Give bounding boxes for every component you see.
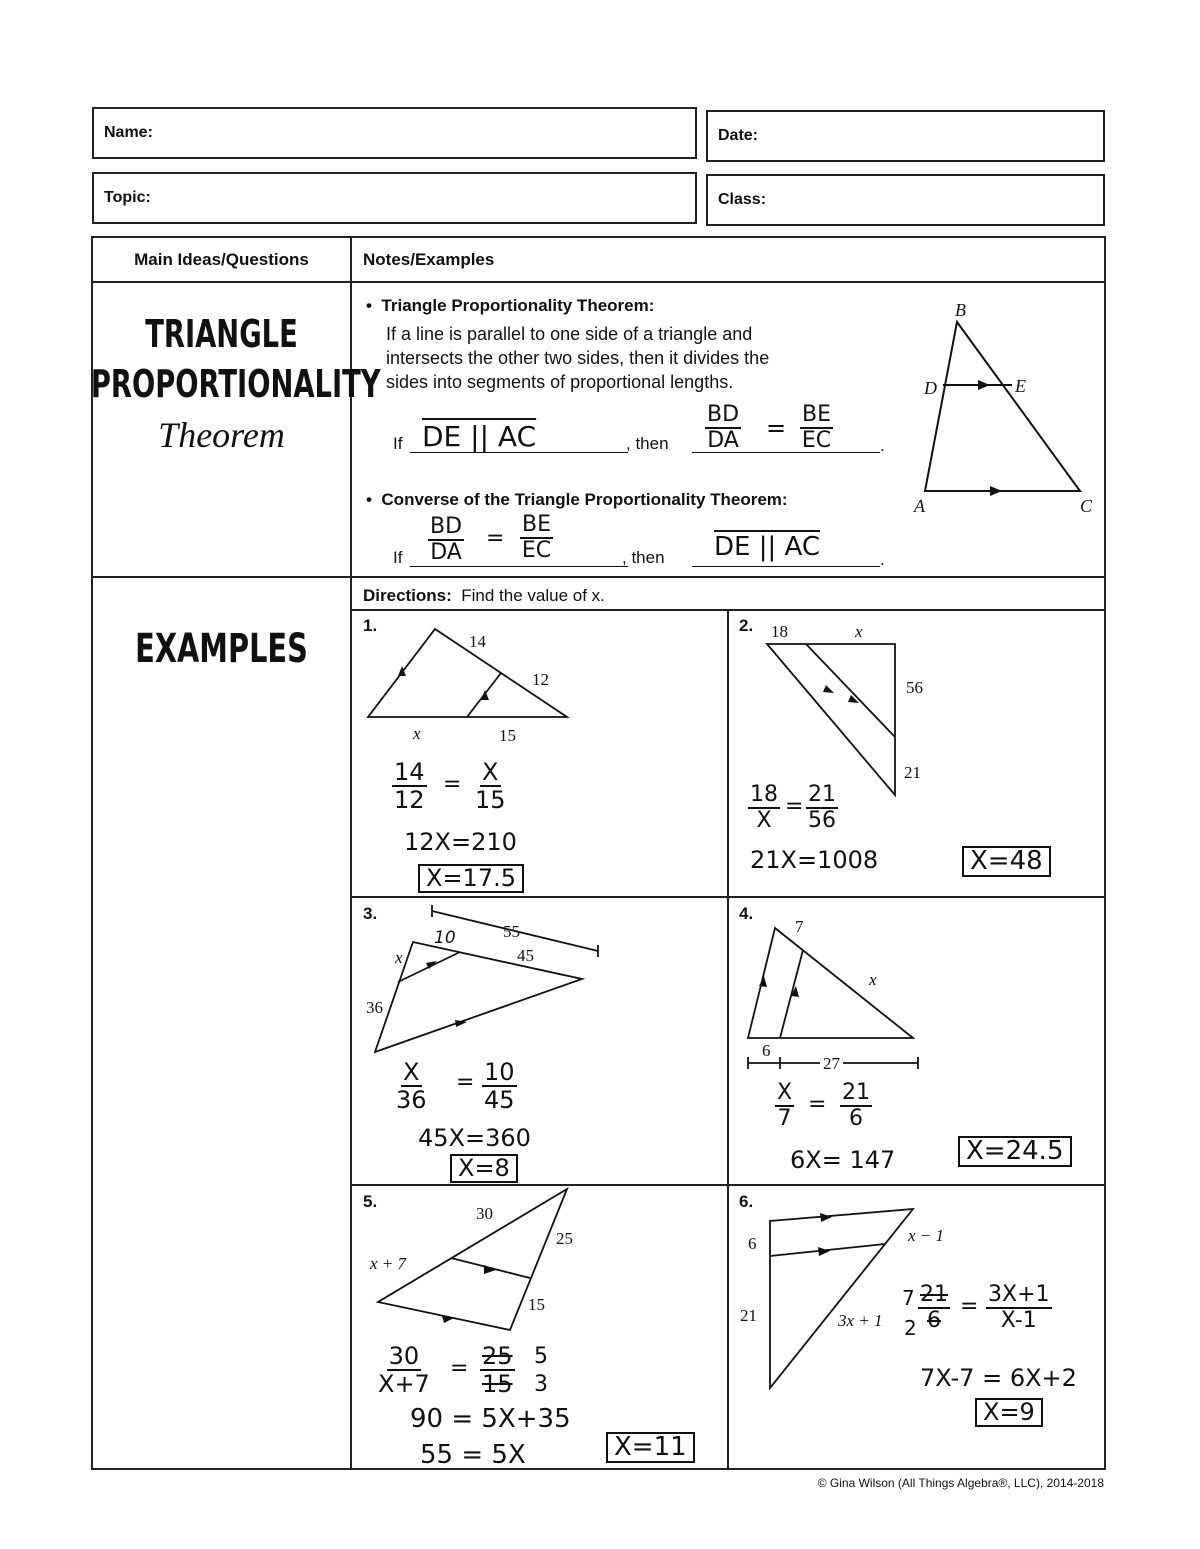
if-label-2: If bbox=[393, 548, 403, 567]
then-label-2: , then bbox=[622, 548, 665, 567]
ex6-work-frac-right: $\frac{3X+1}{X-1}$ bbox=[988, 1282, 1050, 1333]
ex1-label-x: x bbox=[413, 724, 421, 743]
ex1-answer: X=17.5 bbox=[418, 864, 524, 893]
if-2-fraction-left: $\frac{BD}{DA}$ bbox=[430, 514, 463, 565]
ex1-work-frac-right: $\frac{X}{15}$ bbox=[475, 758, 506, 814]
then-label-1: , then bbox=[626, 434, 669, 453]
ex6-label-3x1: 3x + 1 bbox=[838, 1311, 883, 1330]
bullet-1-title: • Triangle Proportionality Theorem: bbox=[366, 296, 655, 315]
if-2-fraction-right: $\frac{BE}{EC}$ bbox=[521, 512, 552, 563]
label-C: C bbox=[1080, 496, 1093, 516]
ex4-work-eq: = bbox=[808, 1092, 827, 1117]
ex5-answer: X=11 bbox=[606, 1432, 695, 1463]
ex2-work-eq: = bbox=[785, 794, 804, 819]
ex1-label-12: 12 bbox=[532, 670, 549, 689]
example-3-number: 3. bbox=[363, 904, 378, 923]
section-title-theorem-script: Theorem bbox=[158, 415, 285, 455]
ex3-work-frac-left: $\frac{X}{36}$ bbox=[396, 1058, 427, 1114]
label-D: D bbox=[924, 378, 937, 398]
ex6-work-frac-left: $\frac{21}{6}$ bbox=[920, 1282, 948, 1333]
ex2-label-18: 18 bbox=[771, 622, 788, 641]
ex3-work-eq: = bbox=[456, 1070, 475, 1095]
label-B: B bbox=[955, 300, 966, 320]
ex5-reduced-den: 3 bbox=[534, 1372, 548, 1397]
period-2: . bbox=[880, 550, 885, 569]
bullet-1-line-2: intersects the other two sides, then it divides the bbox=[386, 348, 770, 368]
ex6-work-eq: = bbox=[960, 1294, 979, 1319]
then-2-answer: DE || AC bbox=[714, 532, 820, 562]
class-label: Class: bbox=[718, 191, 767, 208]
if-1-answer: DE || AC bbox=[422, 420, 537, 453]
period-1: . bbox=[880, 436, 885, 455]
section-title-examples: EXAMPLES bbox=[135, 626, 308, 672]
ex6-label-21: 21 bbox=[740, 1306, 757, 1325]
bullet-1-line-1: If a line is parallel to one side of a triangle and bbox=[386, 324, 753, 344]
label-E: E bbox=[1015, 376, 1026, 396]
ex6-step: 7X-7 = 6X+2 bbox=[920, 1364, 1077, 1392]
ex5-label-x7: x + 7 bbox=[370, 1254, 407, 1273]
example-5-number: 5. bbox=[363, 1192, 378, 1211]
ex1-work-frac-left: $\frac{14}{12}$ bbox=[394, 758, 425, 814]
directions-label: Directions: bbox=[363, 586, 452, 605]
bullet-2-title: • Converse of the Triangle Proportionality Theorem: bbox=[366, 490, 788, 509]
ex4-label-7: 7 bbox=[795, 917, 804, 936]
ex1-step: 12X=210 bbox=[404, 828, 517, 856]
ex6-label-6: 6 bbox=[748, 1234, 757, 1253]
ex6-label-x1: x − 1 bbox=[908, 1226, 945, 1245]
section-title-proportionality: PROPORTIONALITY bbox=[90, 362, 381, 406]
ex2-work-frac-right: $\frac{21}{56}$ bbox=[808, 782, 836, 833]
ex3-work-frac-right: $\frac{10}{45}$ bbox=[484, 1058, 515, 1114]
ex5-step-2: 55 = 5X bbox=[420, 1440, 526, 1470]
bullet-2-title-text: Converse of the Triangle Proportionality Theorem: bbox=[381, 490, 788, 509]
ex3-answer: X=8 bbox=[450, 1154, 518, 1183]
ex5-label-15: 15 bbox=[528, 1295, 545, 1314]
example-1-number: 1. bbox=[363, 616, 378, 635]
name-label: Name: bbox=[104, 124, 153, 141]
example-2-number: 2. bbox=[739, 616, 754, 635]
ex5-work-eq: = bbox=[450, 1356, 469, 1381]
ex3-label-45: 45 bbox=[517, 946, 534, 965]
ex5-label-25: 25 bbox=[556, 1229, 573, 1248]
copyright-footer: © Gina Wilson (All Things Algebra®, LLC), 2014-2018 bbox=[817, 1476, 1104, 1490]
ex4-work-frac-right: $\frac{21}{6}$ bbox=[842, 1080, 870, 1131]
bullet-1-line-3: sides into segments of proportional lengths. bbox=[386, 372, 734, 392]
then-1-equals: = bbox=[766, 414, 787, 442]
ex5-reduced-num: 5 bbox=[534, 1344, 548, 1369]
if-label-1: If bbox=[393, 434, 403, 453]
ex5-work-frac-right: $\frac{25}{15}$ bbox=[482, 1342, 513, 1398]
example-6-number: 6. bbox=[739, 1192, 754, 1211]
ex3-label-10: 10 bbox=[434, 928, 456, 948]
ex5-label-30: 30 bbox=[476, 1204, 493, 1223]
ex3-label-55: 55 bbox=[503, 922, 520, 941]
ex2-answer: X=48 bbox=[962, 846, 1051, 877]
topic-label: Topic: bbox=[104, 189, 151, 206]
col-header-main-ideas: Main Ideas/Questions bbox=[134, 250, 309, 269]
ex4-label-x: x bbox=[869, 970, 877, 989]
label-A: A bbox=[914, 496, 925, 516]
ex4-answer: X=24.5 bbox=[958, 1136, 1072, 1167]
ex1-work-eq: = bbox=[443, 772, 462, 797]
directions-text: Find the value of x. bbox=[461, 586, 605, 605]
col-header-notes: Notes/Examples bbox=[363, 250, 495, 269]
ex4-step: 6X= 147 bbox=[790, 1146, 896, 1174]
ex6-small-num: 7 bbox=[902, 1286, 915, 1310]
ex4-work-frac-left: $\frac{X}{7}$ bbox=[777, 1080, 793, 1131]
ex1-label-15: 15 bbox=[499, 726, 516, 745]
bullet-1-title-text: Triangle Proportionality Theorem: bbox=[381, 296, 655, 315]
date-label: Date: bbox=[718, 127, 759, 144]
section-title-triangle: TRIANGLE bbox=[145, 312, 298, 356]
ex4-label-6: 6 bbox=[762, 1041, 771, 1060]
ex1-label-14: 14 bbox=[469, 632, 486, 651]
example-4-number: 4. bbox=[739, 904, 754, 923]
ex3-step: 45X=360 bbox=[418, 1124, 531, 1152]
ex2-label-56: 56 bbox=[906, 678, 923, 697]
ex2-label-21: 21 bbox=[904, 763, 921, 782]
ex2-work-frac-left: $\frac{18}{X}$ bbox=[750, 782, 778, 833]
then-1-fraction-right: $\frac{BE}{EC}$ bbox=[801, 402, 832, 453]
ex3-label-36: 36 bbox=[366, 998, 383, 1017]
ex5-work-frac-left: $\frac{30}{X+7}$ bbox=[378, 1342, 430, 1398]
ex5-step-1: 90 = 5X+35 bbox=[410, 1404, 571, 1434]
ex4-label-27: 27 bbox=[820, 1054, 843, 1074]
ex3-label-x: x bbox=[395, 948, 403, 967]
ex2-step: 21X=1008 bbox=[750, 846, 879, 874]
then-1-fraction-left: $\frac{BD}{DA}$ bbox=[707, 402, 740, 453]
if-2-equals: = bbox=[486, 526, 505, 551]
ex6-answer: X=9 bbox=[975, 1398, 1043, 1427]
ex6-small-den: 2 bbox=[904, 1316, 917, 1340]
ex2-label-x: x bbox=[855, 622, 863, 641]
